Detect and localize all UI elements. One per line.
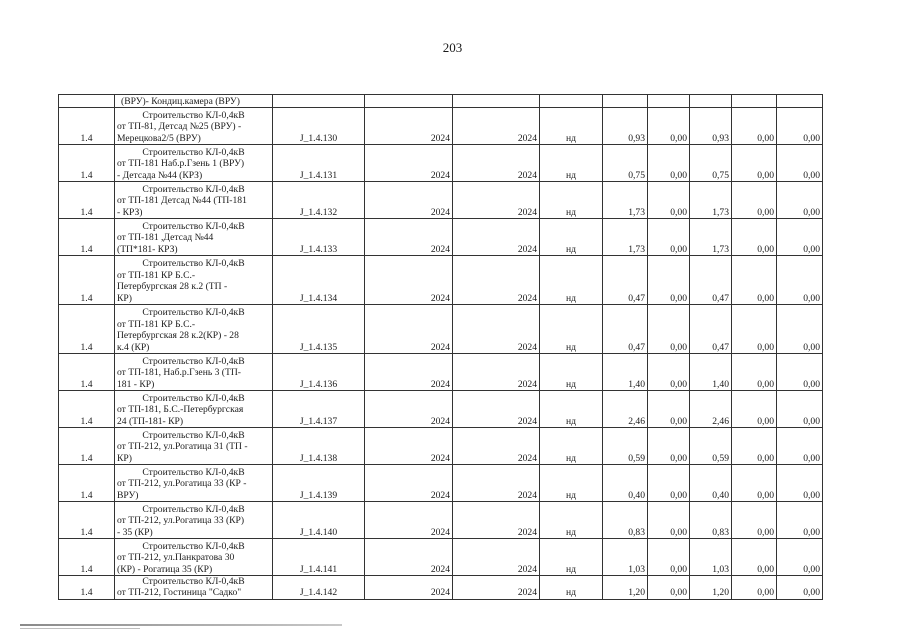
table-row xyxy=(59,219,823,256)
row-number: 1.4 xyxy=(59,391,115,428)
value-2: 0,00 xyxy=(648,305,690,354)
description-line: (КР) - Рогатица 35 (КР) xyxy=(117,563,213,575)
table-row xyxy=(59,108,823,145)
start-year: 2024 xyxy=(365,305,453,354)
table-row xyxy=(59,182,823,219)
value-1: 0,75 xyxy=(603,145,648,182)
row-number: 1.4 xyxy=(59,428,115,465)
value-3: 0,59 xyxy=(690,428,732,465)
row-description xyxy=(115,219,273,256)
project-code: J_1.4.137 xyxy=(273,391,365,428)
start-year: 2024 xyxy=(365,145,453,182)
value-2: 0,00 xyxy=(648,576,690,600)
description-line: от ТП-181, Наб.р.Гзень 3 (ТП- xyxy=(117,367,241,379)
description-line: - Детсада №44 (КРЗ) xyxy=(117,169,203,181)
value-5: 0,00 xyxy=(777,182,823,219)
description-line: Строительство КЛ-0,4кВ xyxy=(142,355,245,367)
status-cell: нд xyxy=(540,465,603,502)
row-number: 1.4 xyxy=(59,219,115,256)
value-3: 0,47 xyxy=(690,305,732,354)
project-code: J_1.4.138 xyxy=(273,428,365,465)
value-3: 1,73 xyxy=(690,219,732,256)
description-line: от ТП-181, Б.С.-Петербургская xyxy=(117,404,244,416)
value-1: 0,47 xyxy=(603,256,648,305)
value-5: 0,00 xyxy=(777,108,823,145)
description-line: от ТП-212, ул.Рогатица 33 (КР - xyxy=(117,478,247,490)
value-3: 1,20 xyxy=(690,576,732,600)
value-2: 0,00 xyxy=(648,354,690,391)
value-2: 0,00 xyxy=(648,428,690,465)
status-cell: нд xyxy=(540,502,603,539)
row-description xyxy=(115,428,273,465)
status-cell: нд xyxy=(540,428,603,465)
project-code: J_1.4.135 xyxy=(273,305,365,354)
value-4: 0,00 xyxy=(732,219,777,256)
row-description xyxy=(115,305,273,354)
value-1: 1,73 xyxy=(603,219,648,256)
value-1: 1,03 xyxy=(603,539,648,576)
value-4: 0,00 xyxy=(732,539,777,576)
row-number: 1.4 xyxy=(59,182,115,219)
end-year: 2024 xyxy=(453,182,540,219)
status-cell: нд xyxy=(540,182,603,219)
project-code: J_1.4.133 xyxy=(273,219,365,256)
row-number: 1.4 xyxy=(59,576,115,600)
value-4: 0,00 xyxy=(732,576,777,600)
row-description xyxy=(115,539,273,576)
end-year: 2024 xyxy=(453,465,540,502)
row-number: 1.4 xyxy=(59,539,115,576)
description-line: Строительство КЛ-0,4кВ xyxy=(142,146,245,158)
description-line: Строительство КЛ-0,4кВ xyxy=(142,392,245,404)
row-number: 1.4 xyxy=(59,108,115,145)
data-table xyxy=(58,94,823,600)
value-3: 2,46 xyxy=(690,391,732,428)
description-line: от ТП-212, ул.Рогатица 31 (ТП - xyxy=(117,441,248,453)
value-5: 0,00 xyxy=(777,428,823,465)
status-cell: нд xyxy=(540,391,603,428)
description-line: от ТП-212, Гостиница "Садко" xyxy=(117,587,242,599)
value-2: 0,00 xyxy=(648,465,690,502)
row-description xyxy=(115,391,273,428)
end-year: 2024 xyxy=(453,428,540,465)
description-line: Петербургская 28 к.2 (ТП - xyxy=(117,281,228,293)
row-number: 1.4 xyxy=(59,502,115,539)
row-number: 1.4 xyxy=(59,465,115,502)
start-year: 2024 xyxy=(365,219,453,256)
end-year: 2024 xyxy=(453,145,540,182)
value-4: 0,00 xyxy=(732,354,777,391)
value-1: 1,20 xyxy=(603,576,648,600)
value-2: 0,00 xyxy=(648,256,690,305)
value-4: 0,00 xyxy=(732,502,777,539)
value-2: 0,00 xyxy=(648,219,690,256)
footer-rule-secondary xyxy=(20,628,140,629)
value-3: 1,40 xyxy=(690,354,732,391)
row-description xyxy=(115,576,273,600)
description-line: Строительство КЛ-0,4кВ xyxy=(142,503,245,515)
description-line: Строительство КЛ-0,4кВ xyxy=(142,220,245,232)
description-line: от ТП-181 Детсад №44 (ТП-181 xyxy=(117,195,247,207)
start-year: 2024 xyxy=(365,502,453,539)
table-row xyxy=(59,465,823,502)
project-code: J_1.4.141 xyxy=(273,539,365,576)
start-year: 2024 xyxy=(365,428,453,465)
description-line: от ТП-212, ул.Панкратова 30 xyxy=(117,552,235,564)
end-year: 2024 xyxy=(453,502,540,539)
value-3: 0,93 xyxy=(690,108,732,145)
description-line: Строительство КЛ-0,4кВ xyxy=(142,307,245,319)
page-number: 203 xyxy=(442,40,463,55)
description-line: к.4 (КР) xyxy=(117,341,150,353)
description-line: КР) xyxy=(117,292,132,304)
description-line: от ТП-81, Детсад №25 (ВРУ) - xyxy=(117,121,242,133)
table-row xyxy=(59,539,823,576)
value-5: 0,00 xyxy=(777,576,823,600)
table-row xyxy=(59,305,823,354)
value-5: 0,00 xyxy=(777,354,823,391)
row-description xyxy=(115,256,273,305)
value-2: 0,00 xyxy=(648,108,690,145)
description-line: 181 - КР) xyxy=(117,378,155,390)
continuation-text: (ВРУ)- Кондиц.камера (ВРУ) xyxy=(115,95,273,108)
value-5: 0,00 xyxy=(777,145,823,182)
project-code: J_1.4.142 xyxy=(273,576,365,600)
table-row xyxy=(59,256,823,305)
value-5: 0,00 xyxy=(777,391,823,428)
table-row xyxy=(59,428,823,465)
project-code: J_1.4.136 xyxy=(273,354,365,391)
row-description xyxy=(115,354,273,391)
value-3: 0,40 xyxy=(690,465,732,502)
end-year: 2024 xyxy=(453,539,540,576)
end-year: 2024 xyxy=(453,108,540,145)
project-code: J_1.4.139 xyxy=(273,465,365,502)
value-5: 0,00 xyxy=(777,256,823,305)
value-4: 0,00 xyxy=(732,182,777,219)
value-2: 0,00 xyxy=(648,539,690,576)
value-5: 0,00 xyxy=(777,539,823,576)
status-cell: нд xyxy=(540,539,603,576)
value-5: 0,00 xyxy=(777,305,823,354)
value-2: 0,00 xyxy=(648,145,690,182)
row-description xyxy=(115,182,273,219)
value-1: 1,73 xyxy=(603,182,648,219)
value-3: 0,75 xyxy=(690,145,732,182)
description-line: 24 (ТП-181- КР) xyxy=(117,415,184,427)
start-year: 2024 xyxy=(365,108,453,145)
value-1: 1,40 xyxy=(603,354,648,391)
row-description xyxy=(115,108,273,145)
description-line: Петербургская 28 к.2(КР) - 28 xyxy=(117,330,239,342)
status-cell: нд xyxy=(540,108,603,145)
footer-rule xyxy=(20,624,342,626)
table-row xyxy=(59,576,823,600)
description-line: Строительство КЛ-0,4кВ xyxy=(142,429,245,441)
description-line: Мерецкова2/5 (ВРУ) xyxy=(117,132,201,144)
value-4: 0,00 xyxy=(732,391,777,428)
project-code: J_1.4.140 xyxy=(273,502,365,539)
project-code: J_1.4.134 xyxy=(273,256,365,305)
description-line: - 35 (КР) xyxy=(117,526,153,538)
description-line: КР) xyxy=(117,452,132,464)
table-row xyxy=(59,391,823,428)
description-line: от ТП-181 КР Б.С.- xyxy=(117,269,196,281)
start-year: 2024 xyxy=(365,576,453,600)
start-year: 2024 xyxy=(365,182,453,219)
row-number: 1.4 xyxy=(59,305,115,354)
status-cell: нд xyxy=(540,256,603,305)
value-4: 0,00 xyxy=(732,256,777,305)
start-year: 2024 xyxy=(365,391,453,428)
row-description xyxy=(115,145,273,182)
table-row xyxy=(59,354,823,391)
status-cell: нд xyxy=(540,305,603,354)
status-cell: нд xyxy=(540,354,603,391)
description-line: Строительство КЛ-0,4кВ xyxy=(142,540,245,552)
description-line: Строительство КЛ-0,4кВ xyxy=(142,183,245,195)
description-line: от ТП-212, ул.Рогатица 33 (КР) xyxy=(117,515,245,527)
description-line: Строительство КЛ-0,4кВ xyxy=(142,576,245,587)
start-year: 2024 xyxy=(365,256,453,305)
table-row xyxy=(59,145,823,182)
end-year: 2024 xyxy=(453,219,540,256)
end-year: 2024 xyxy=(453,354,540,391)
end-year: 2024 xyxy=(453,576,540,600)
description-line: ВРУ) xyxy=(117,489,139,501)
value-3: 1,03 xyxy=(690,539,732,576)
description-line: от ТП-181 КР Б.С.- xyxy=(117,318,196,330)
status-cell: нд xyxy=(540,219,603,256)
end-year: 2024 xyxy=(453,391,540,428)
value-5: 0,00 xyxy=(777,465,823,502)
value-3: 0,47 xyxy=(690,256,732,305)
value-5: 0,00 xyxy=(777,502,823,539)
start-year: 2024 xyxy=(365,539,453,576)
description-line: Строительство КЛ-0,4кВ xyxy=(142,466,245,478)
row-description xyxy=(115,465,273,502)
status-cell: нд xyxy=(540,576,603,600)
end-year: 2024 xyxy=(453,256,540,305)
value-1: 0,47 xyxy=(603,305,648,354)
continuation-row xyxy=(59,95,823,108)
value-2: 0,00 xyxy=(648,391,690,428)
project-code: J_1.4.130 xyxy=(273,108,365,145)
value-4: 0,00 xyxy=(732,465,777,502)
value-1: 0,40 xyxy=(603,465,648,502)
value-3: 0,83 xyxy=(690,502,732,539)
value-5: 0,00 xyxy=(777,219,823,256)
value-1: 2,46 xyxy=(603,391,648,428)
value-1: 0,93 xyxy=(603,108,648,145)
description-line: Строительство КЛ-0,4кВ xyxy=(142,109,245,121)
value-2: 0,00 xyxy=(648,502,690,539)
value-3: 1,73 xyxy=(690,182,732,219)
description-line: - КРЗ) xyxy=(117,206,143,218)
row-number: 1.4 xyxy=(59,145,115,182)
project-code: J_1.4.132 xyxy=(273,182,365,219)
value-4: 0,00 xyxy=(732,108,777,145)
start-year: 2024 xyxy=(365,354,453,391)
value-1: 0,59 xyxy=(603,428,648,465)
start-year: 2024 xyxy=(365,465,453,502)
row-number: 1.4 xyxy=(59,354,115,391)
description-line: от ТП-181 Наб.р.Гзень 1 (ВРУ) xyxy=(117,158,245,170)
description-line: (ТП*181- КРЗ) xyxy=(117,243,178,255)
value-4: 0,00 xyxy=(732,145,777,182)
status-cell: нд xyxy=(540,145,603,182)
value-4: 0,00 xyxy=(732,305,777,354)
project-code: J_1.4.131 xyxy=(273,145,365,182)
row-number: 1.4 xyxy=(59,256,115,305)
value-4: 0,00 xyxy=(732,428,777,465)
description-line: Строительство КЛ-0,4кВ xyxy=(142,258,245,270)
row-description xyxy=(115,502,273,539)
table-row xyxy=(59,502,823,539)
value-2: 0,00 xyxy=(648,182,690,219)
description-line: от ТП-181 ,Детсад №44 xyxy=(117,232,214,244)
end-year: 2024 xyxy=(453,305,540,354)
value-1: 0,83 xyxy=(603,502,648,539)
